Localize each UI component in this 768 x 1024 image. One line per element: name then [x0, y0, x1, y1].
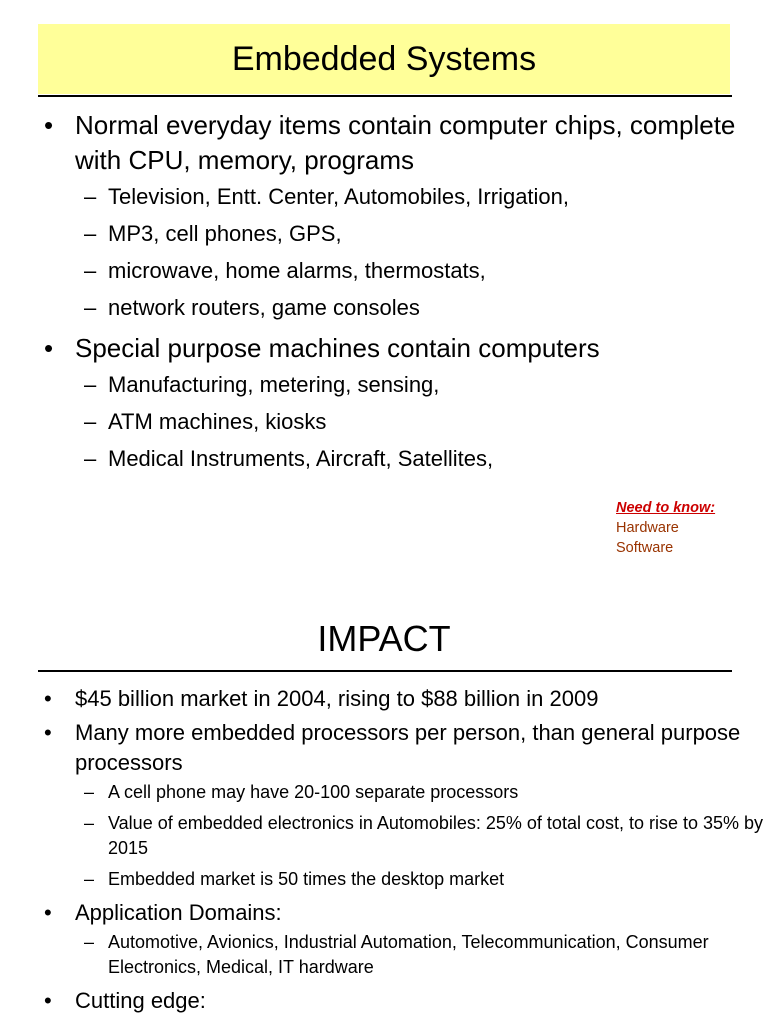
- note-heading: Need to know:: [616, 500, 716, 516]
- bullet-item: [0, 718, 768, 892]
- sub-bullet-text: network routers, game consoles: [108, 295, 420, 320]
- bullet-glyph: •: [44, 110, 54, 140]
- sub-bullet-text: Medical Instruments, Aircraft, Satellites,: [108, 446, 494, 471]
- sub-bullet-text: A cell phone may have 20-100 separate processors: [108, 782, 519, 802]
- dash-glyph: –: [84, 409, 97, 434]
- slide-title: Embedded Systems: [231, 39, 537, 78]
- sub-bullet-item: [0, 780, 768, 805]
- sub-bullet-item: [0, 215, 768, 252]
- dash-glyph: –: [84, 184, 97, 209]
- bullet-text: Application Domains:: [75, 900, 282, 925]
- dash-glyph: –: [84, 932, 95, 952]
- bullet-glyph: •: [44, 686, 52, 711]
- sub-bullet-text: microwave, home alarms, thermostats,: [108, 258, 486, 283]
- title-underline: [38, 670, 732, 672]
- bullet-glyph: •: [44, 720, 52, 745]
- bullet-text: Many more embedded processors per person, than general purpose processors: [75, 720, 741, 775]
- sub-bullet-text: Television, Entt. Center, Automobiles, Irrigation,: [108, 184, 570, 209]
- dash-glyph: –: [84, 258, 97, 283]
- sub-bullet-text: ATM machines, kiosks: [108, 409, 327, 434]
- bullet-text: Cutting edge:: [75, 988, 206, 1013]
- sub-bullet-list: [75, 366, 768, 477]
- bullet-text: Normal everyday items contain computer chips, complete with CPU, memory, programs: [75, 110, 736, 175]
- dash-glyph: –: [84, 446, 97, 471]
- need-to-know-note: [616, 498, 715, 558]
- bullet-item: [0, 331, 768, 477]
- bullet-glyph: •: [44, 333, 54, 363]
- slide-impact: [0, 590, 768, 1024]
- slide-title: IMPACT: [317, 618, 451, 659]
- sub-bullet-item: [0, 440, 768, 477]
- sub-bullet-item: [0, 366, 768, 403]
- sub-bullet-item: [0, 178, 768, 215]
- sub-bullet-item: [0, 289, 768, 326]
- title-underline: [38, 95, 732, 97]
- dash-glyph: –: [84, 869, 95, 889]
- sub-bullet-item: [0, 811, 768, 861]
- sub-bullet-item: [0, 252, 768, 289]
- bullet-item: [0, 684, 768, 714]
- dash-glyph: –: [84, 295, 97, 320]
- note-item-software: Software: [616, 540, 674, 556]
- sub-bullet-list: [75, 178, 768, 326]
- bullet-item: [0, 986, 768, 1016]
- bullet-item: [0, 108, 768, 326]
- bullet-list: [0, 684, 768, 1020]
- sub-bullet-text: Automotive, Avionics, Industrial Automation, Telecommunication, Consumer Electronics, Medical, IT hardware: [108, 932, 709, 977]
- slide-title-box: [38, 24, 730, 94]
- bullet-list: [0, 108, 768, 477]
- sub-bullet-text: Manufacturing, metering, sensing,: [108, 372, 440, 397]
- sub-bullet-item: [0, 403, 768, 440]
- bullet-item: [0, 898, 768, 980]
- bullet-text: $45 billion market in 2004, rising to $88 billion in 2009: [75, 686, 599, 711]
- sub-bullet-item: [0, 867, 768, 892]
- dash-glyph: –: [84, 782, 95, 802]
- note-item-hardware: Hardware: [616, 520, 679, 536]
- dash-glyph: –: [84, 221, 97, 246]
- bullet-text: Special purpose machines contain computers: [75, 333, 600, 363]
- sub-bullet-text: Embedded market is 50 times the desktop market: [108, 869, 505, 889]
- dash-glyph: –: [84, 813, 95, 833]
- sub-bullet-text: MP3, cell phones, GPS,: [108, 221, 342, 246]
- sub-bullet-list: [75, 780, 768, 892]
- bullet-glyph: •: [44, 988, 52, 1013]
- bullet-glyph: •: [44, 900, 52, 925]
- sub-bullet-text: Value of embedded electronics in Automobiles: 25% of total cost, to rise to 35% by 2015: [108, 813, 764, 858]
- dash-glyph: –: [84, 372, 97, 397]
- sub-bullet-list: [75, 930, 768, 980]
- sub-bullet-item: [0, 930, 768, 980]
